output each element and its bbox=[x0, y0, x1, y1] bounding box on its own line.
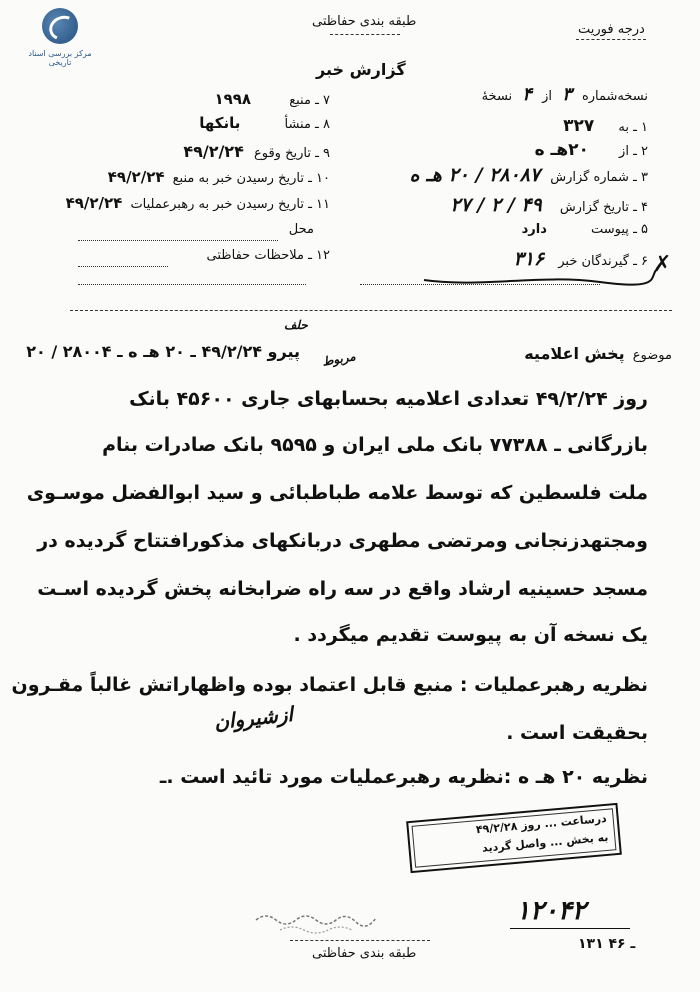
from-row bbox=[535, 140, 648, 160]
location-row bbox=[289, 222, 314, 237]
operations-opinion-line-2: بحقیقت است . bbox=[506, 722, 648, 744]
subject-label: موضوع bbox=[632, 348, 672, 363]
handwritten-note-top: حلف bbox=[284, 318, 308, 332]
event-date-value: ۴۹/۲/۲۴ bbox=[183, 142, 244, 161]
source-receipt-row bbox=[108, 168, 330, 186]
handwritten-archive-number: ۱۲۰۴۲ bbox=[516, 896, 586, 926]
handwritten-note-mid: مربوط bbox=[321, 349, 357, 369]
handwritten-signature: ازشیروان bbox=[212, 701, 294, 735]
stamp-line-2: به بخش ... واصل گردید bbox=[481, 830, 609, 855]
receipt-stamp bbox=[406, 803, 622, 873]
attachment-value: دارد bbox=[521, 222, 547, 237]
classification-bottom: طبقه بندی حفاظتی bbox=[312, 946, 417, 961]
event-date-label: ۹ ـ تاریخ وقوع bbox=[253, 146, 330, 161]
source-receipt-value: ۴۹/۲/۲۴ bbox=[107, 168, 165, 186]
report-number-value: ۲۸۰۸۷ / ۲۰ هـ ه bbox=[409, 164, 541, 186]
copy-total-value: ۴ bbox=[522, 84, 532, 105]
body-line-2: بازرگانی ـ ۷۷۳۸۸ بانک ملی ایران و ۹۵۹۵ بانک صادرات بنام bbox=[102, 434, 648, 456]
origin-value: بانکها bbox=[199, 114, 241, 132]
blank-line-left bbox=[78, 284, 306, 285]
body-line-5: مسجد حسینیه ارشاد واقع در سه راه ضرابخانه پخش گردیده اسـت bbox=[37, 578, 648, 600]
from-label: ۲ ـ از bbox=[619, 144, 648, 159]
report-number-row bbox=[410, 164, 648, 186]
origin-row bbox=[199, 114, 330, 132]
event-date-row bbox=[183, 142, 330, 161]
copy-number-row bbox=[398, 84, 648, 105]
security-notes-row bbox=[207, 248, 330, 263]
report-date-row bbox=[450, 194, 648, 216]
report-date-label: ۴ ـ تاریخ گزارش bbox=[559, 200, 648, 215]
body-line-1: روز ۴۹/۲/۲۴ تعدادی اعلامیه بحسابهای جاری ۴۵۶۰۰ بانک bbox=[129, 388, 648, 410]
recipients-value: ۳۱۶ bbox=[513, 248, 545, 270]
archive-logo bbox=[16, 8, 96, 68]
urgency-underline bbox=[576, 39, 646, 40]
to-label: ۱ ـ به bbox=[618, 120, 648, 135]
archive-code: ۱۳۱ ـ ۴۶ bbox=[578, 936, 636, 952]
source-label: ۷ ـ منبع bbox=[289, 93, 330, 108]
report-title: گزارش خبر bbox=[316, 60, 406, 79]
body-line-6: یک نسخه آن به پیوست تقدیم میگردد . bbox=[293, 624, 648, 646]
security-notes-label: ۱۲ ـ ملاحظات حفاظتی bbox=[206, 248, 330, 263]
report-number-label: ۳ ـ شماره گزارش bbox=[550, 170, 648, 185]
operations-receipt-label: ۱۱ ـ تاریخ رسیدن خبر به رهبرعملیات bbox=[130, 197, 330, 212]
subject-reference: پیرو ۴۹/۲/۲۴ ـ ۲۰ هـ ه ـ ۲۸۰۰۴ / ۲۰ bbox=[26, 342, 300, 361]
handwritten-underline bbox=[420, 262, 660, 292]
attachment-label: ۵ ـ پیوست bbox=[591, 222, 648, 237]
copy-number-value: ۳ bbox=[562, 84, 572, 105]
copy-suffix: نسخهٔ bbox=[481, 89, 513, 104]
to-value: ۳۲۷ bbox=[563, 116, 595, 136]
faint-handwriting bbox=[250, 900, 390, 940]
source-receipt-label: ۱۰ ـ تاریخ رسیدن خبر به منبع bbox=[172, 171, 330, 186]
body-line-4: ومجتهدزنجانی ومرتضی مطهری دربانکهای مذکورافتتاح گردیده در bbox=[37, 530, 648, 552]
origin-label: ۸ ـ منشأ bbox=[284, 117, 330, 132]
operations-opinion-line-1: نظریه رهبرعملیات : منبع قابل اعتماد بوده واظهاراتش غالباً مقـرون bbox=[11, 674, 648, 696]
report-date-value: ۴۹ / ۲ / ۲۷ bbox=[450, 194, 542, 216]
body-line-3: ملت فلسطین که توسط علامه طباطبائی و سید ابوالفضل موسـوی bbox=[26, 482, 648, 504]
operations-receipt-value: ۴۹/۲/۲۴ bbox=[65, 194, 123, 212]
urgency-label: درجه فوریت bbox=[578, 22, 645, 37]
attachment-row bbox=[522, 222, 648, 237]
location-label: محل bbox=[288, 222, 314, 237]
subject-value: پخش اعلامیه bbox=[524, 344, 625, 363]
logo-caption: مرکز بررسی اسناد تاریخی bbox=[28, 49, 92, 67]
classification-bottom-rule bbox=[290, 940, 430, 941]
source-row bbox=[214, 90, 330, 108]
margin-check-mark: ✗ bbox=[653, 252, 672, 277]
stamp-line-1: درساعت ... روز ۴۹/۲/۲۸ bbox=[475, 811, 608, 837]
classification-underline bbox=[330, 34, 400, 35]
operations-receipt-row bbox=[66, 194, 330, 212]
classification-top: طبقه بندی حفاظتی bbox=[312, 14, 417, 29]
recipients-label: ۶ ـ گیرندگان خبر bbox=[558, 254, 648, 269]
final-opinion: نظریه ۲۰ هـ ه :نظریه رهبرعملیات مورد تائید است .ـ bbox=[159, 766, 648, 788]
to-row bbox=[563, 116, 648, 136]
source-value: ۱۹۹۸ bbox=[214, 90, 252, 108]
security-notes-dots bbox=[78, 266, 168, 267]
subject-row bbox=[524, 344, 672, 363]
from-value: ۲۰هـ ه bbox=[534, 140, 589, 160]
header-divider bbox=[70, 310, 672, 311]
location-dots bbox=[78, 240, 278, 241]
copy-of-label: از bbox=[542, 89, 552, 104]
archive-number-underline bbox=[510, 928, 630, 929]
copy-number-label: نسخه‌شماره bbox=[581, 89, 648, 104]
